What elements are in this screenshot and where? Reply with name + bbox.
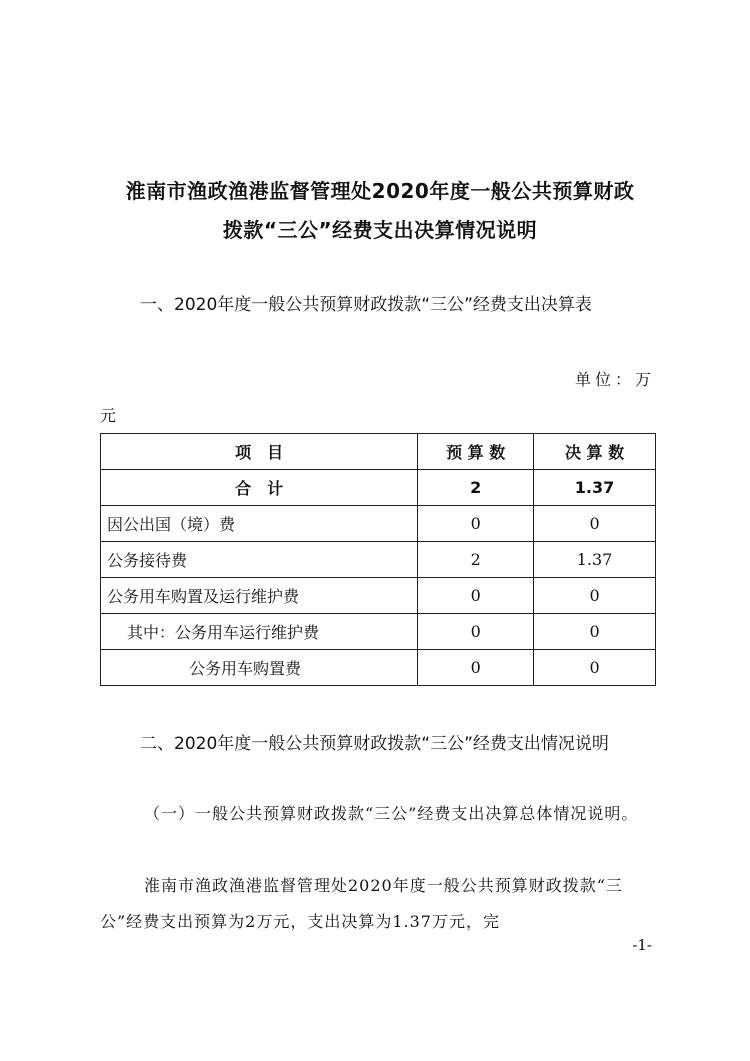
unit-label-line-1: 单位：万 xyxy=(574,370,655,389)
header-budget: 预 算 数 xyxy=(418,434,534,470)
table-row xyxy=(101,506,656,542)
row-label: 公务用车购置及运行维护费 xyxy=(101,578,418,614)
total-actual: 1.37 xyxy=(534,470,656,506)
unit-label xyxy=(100,362,655,434)
row-label: 其中：公务用车运行维护费 xyxy=(101,614,418,650)
row-actual: 0 xyxy=(534,650,656,686)
subsection-1-heading: （一）一般公共预算财政拨款“三公”经费支出决算总体情况说明。 xyxy=(144,804,639,823)
page-number: -1- xyxy=(632,936,652,954)
total-label: 合 计 xyxy=(101,470,418,506)
unit-label-line-2: 元 xyxy=(100,406,117,425)
row-label: 公务用车购置费 xyxy=(101,650,418,686)
section-1-heading: 一、2020年度一般公共预算财政拨款“三公”经费支出决算表 xyxy=(140,295,592,315)
row-budget: 0 xyxy=(418,578,534,614)
body-paragraph-1: 淮南市渔政渔港监督管理处2020年度一般公共预算财政拨款“三公”经费支出预算为2万元，支出决算为1.37万元，完 xyxy=(100,876,623,931)
section-2-heading: 二、2020年度一般公共预算财政拨款“三公”经费支出情况说明 xyxy=(140,734,609,754)
row-label: 公务接待费 xyxy=(101,542,418,578)
table-row xyxy=(101,650,656,686)
header-actual: 决 算 数 xyxy=(534,434,656,470)
document-title-line-2: 拨款“三公”经费支出决算情况说明 xyxy=(222,218,538,242)
table-row xyxy=(101,578,656,614)
row-actual: 1.37 xyxy=(534,542,656,578)
row-label: 因公出国（境）费 xyxy=(101,506,418,542)
three-public-expense-table xyxy=(100,433,656,686)
row-budget: 0 xyxy=(418,614,534,650)
row-actual: 0 xyxy=(534,506,656,542)
document-title-line-1: 淮南市渔政渔港监督管理处2020年度一般公共预算财政 xyxy=(125,179,635,203)
table-row xyxy=(101,614,656,650)
row-budget: 0 xyxy=(418,650,534,686)
row-actual: 0 xyxy=(534,578,656,614)
table-row xyxy=(101,542,656,578)
header-item: 项 目 xyxy=(101,434,418,470)
row-budget: 2 xyxy=(418,542,534,578)
total-budget: 2 xyxy=(418,470,534,506)
table-total-row xyxy=(101,470,656,506)
table-header-row xyxy=(101,434,656,470)
row-actual: 0 xyxy=(534,614,656,650)
row-budget: 0 xyxy=(418,506,534,542)
